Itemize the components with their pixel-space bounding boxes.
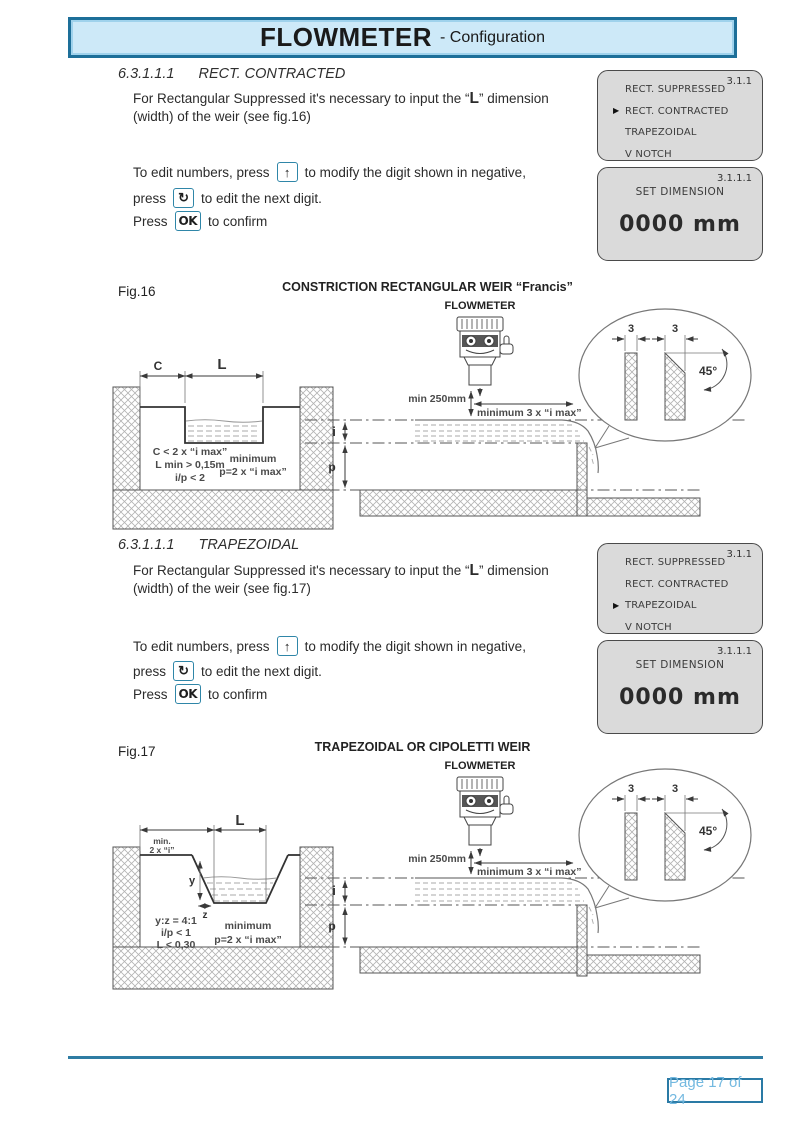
weir-front-view	[113, 356, 336, 529]
instr-text: Press	[133, 213, 168, 229]
lcd-set-dimension-2	[597, 640, 763, 734]
dim-p-label: p	[328, 460, 336, 474]
condition-c: C < 2 x “i max”	[152, 446, 228, 458]
dim-2xi-label: 2 x “i”	[149, 845, 175, 855]
plate-thickness-label: 3	[671, 323, 679, 335]
dim-y-label: y	[188, 875, 196, 887]
up-arrow-key-icon: ↑	[277, 162, 298, 182]
page-subtitle: - Configuration	[440, 28, 545, 46]
instr-text: press	[133, 663, 167, 679]
menu-item-rect-suppressed	[625, 557, 762, 568]
flowmeter-device-label: FLOWMETER	[444, 300, 516, 312]
dim-p-label: p	[328, 919, 336, 933]
body-l-dim: L	[469, 90, 479, 107]
instruction-line-2	[133, 661, 322, 681]
instruction-line-2	[133, 188, 322, 208]
up-arrow-key-icon: ↑	[277, 636, 298, 656]
plate-thickness-label: 3	[627, 783, 635, 795]
condition-ip: i/p < 2	[174, 472, 206, 484]
lcd-corner-code: 3.1.1.1	[717, 173, 752, 184]
instr-text: to modify the digit shown in negative,	[304, 638, 526, 654]
condition-yz: y:z = 4:1	[155, 915, 197, 927]
fig16-title: CONSTRICTION RECTANGULAR WEIR “Francis”	[282, 280, 573, 294]
chamfer-angle-label: 45°	[699, 364, 718, 378]
section-body-text	[133, 90, 613, 125]
section-number: 6.3.1.1.1	[118, 537, 175, 553]
menu-item-label: RECT. SUPPRESSED	[625, 557, 726, 568]
section-number: 6.3.1.1.1	[118, 66, 175, 82]
body-line2: (width) of the weir (see fig.16)	[133, 108, 311, 124]
menu-item-label: TRAPEZOIDAL	[625, 600, 697, 611]
flowmeter-device-label: FLOWMETER	[444, 760, 516, 772]
page-title: FLOWMETER	[260, 22, 433, 52]
dim-l-label: L	[217, 356, 227, 373]
flowmeter-device	[445, 300, 516, 396]
menu-item-v-notch	[625, 622, 762, 633]
instr-text: to confirm	[208, 686, 268, 702]
condition-l: L < 0,30	[156, 939, 196, 951]
dim-i-label: i	[332, 424, 336, 439]
section-title: RECT. CONTRACTED	[198, 66, 346, 82]
instruction-line-1	[133, 636, 526, 656]
lcd-menu-weir-types-2	[597, 543, 763, 634]
set-dimension-label: SET DIMENSION	[635, 186, 725, 198]
instr-text: to edit the next digit.	[201, 663, 322, 679]
dim-min-label: min.	[153, 836, 171, 846]
section-heading-trapezoidal	[118, 537, 299, 553]
cycle-key-icon: ↻	[173, 661, 194, 681]
dim-c-label: C	[153, 359, 163, 373]
menu-item-label: RECT. CONTRACTED	[625, 578, 729, 590]
fig17-title: TRAPEZOIDAL OR CIPOLETTI WEIR	[314, 740, 531, 754]
instruction-line-1	[133, 162, 526, 182]
page-number-badge: Page 17 of 24	[667, 1078, 763, 1103]
instr-text: Press	[133, 686, 168, 702]
selection-marker-icon: ▶	[613, 106, 620, 115]
weir-front-view	[113, 812, 336, 989]
condition-ip: i/p < 1	[160, 927, 192, 939]
min-250mm-label: min 250mm	[408, 393, 466, 405]
min-250mm-label: min 250mm	[408, 853, 466, 865]
dim-l-label: L	[235, 812, 245, 829]
set-dimension-label: SET DIMENSION	[635, 659, 725, 671]
body-pre: For Rectangular Suppressed it's necessary to input the “	[133, 91, 470, 106]
crest-detail-bubble	[579, 769, 751, 908]
dimension-value: 0000 mm	[619, 212, 741, 237]
fig16-label: Fig.16	[118, 284, 156, 299]
section-body-text	[133, 562, 613, 597]
body-post: ” dimension	[478, 563, 549, 578]
min-3x-imax-label: minimum 3 x “i max”	[477, 866, 582, 878]
section-title: TRAPEZOIDAL	[198, 537, 300, 553]
chamfer-angle-label: 45°	[699, 824, 718, 838]
menu-item-rect-contracted	[613, 105, 762, 117]
menu-item-rect-suppressed	[625, 84, 762, 95]
fig17-diagram	[100, 755, 760, 990]
ok-key-icon: OK	[175, 211, 202, 231]
menu-item-label: V NOTCH	[625, 148, 672, 160]
menu-item-label: TRAPEZOIDAL	[625, 127, 697, 138]
lcd-set-dimension-1	[597, 167, 763, 261]
menu-item-rect-contracted	[625, 579, 762, 590]
section-heading-rect-contracted	[118, 66, 345, 82]
lcd-corner-code: 3.1.1	[726, 549, 752, 560]
plate-thickness-label: 3	[627, 323, 635, 335]
plate-thickness-label: 3	[671, 783, 679, 795]
lcd-corner-code: 3.1.1.1	[717, 646, 752, 657]
dim-i-label: i	[332, 883, 336, 898]
ok-key-icon: OK	[175, 684, 202, 704]
instr-text: to confirm	[208, 213, 268, 229]
menu-item-label: RECT. SUPPRESSED	[625, 84, 726, 95]
cycle-key-icon: ↻	[173, 188, 194, 208]
menu-item-trapezoidal	[613, 600, 762, 611]
menu-item-v-notch	[625, 149, 762, 160]
lcd-corner-code: 3.1.1	[726, 76, 752, 87]
min-3x-imax-label: minimum 3 x “i max”	[477, 407, 582, 419]
instr-text: press	[133, 190, 167, 206]
sensing-dimensions	[408, 391, 581, 419]
fig17-label: Fig.17	[118, 744, 156, 759]
instr-text: to edit the next digit.	[201, 190, 322, 206]
dim-z-label: z	[202, 910, 208, 921]
page-header	[68, 17, 737, 58]
note-minimum: minimum	[224, 920, 272, 932]
note-p-formula: p=2 x “i max”	[219, 466, 287, 478]
condition-lmin: L min > 0,15m	[155, 459, 225, 471]
body-post: ” dimension	[478, 91, 549, 106]
fig16-diagram	[100, 295, 760, 530]
instruction-line-3	[133, 211, 267, 231]
note-minimum: minimum	[229, 453, 277, 465]
dimension-value: 0000 mm	[619, 685, 741, 710]
body-l-dim: L	[469, 562, 479, 579]
selection-marker-icon: ▶	[613, 600, 620, 610]
sensing-dimensions	[408, 851, 581, 878]
footer-divider	[68, 1056, 763, 1059]
body-line2: (width) of the weir (see fig.17)	[133, 580, 311, 596]
menu-item-label: RECT. CONTRACTED	[625, 105, 729, 117]
menu-item-trapezoidal	[625, 127, 762, 138]
instr-text: to modify the digit shown in negative,	[304, 164, 526, 180]
crest-detail-bubble	[579, 309, 751, 448]
instruction-line-3	[133, 684, 267, 704]
lcd-menu-weir-types-1	[597, 70, 763, 161]
note-p-formula: p=2 x “i max”	[214, 934, 282, 946]
instr-text: To edit numbers, press	[133, 638, 270, 654]
body-pre: For Rectangular Suppressed it's necessary to input the “	[133, 563, 470, 578]
flowmeter-device	[445, 760, 516, 856]
menu-item-label: V NOTCH	[625, 621, 672, 633]
instr-text: To edit numbers, press	[133, 164, 270, 180]
